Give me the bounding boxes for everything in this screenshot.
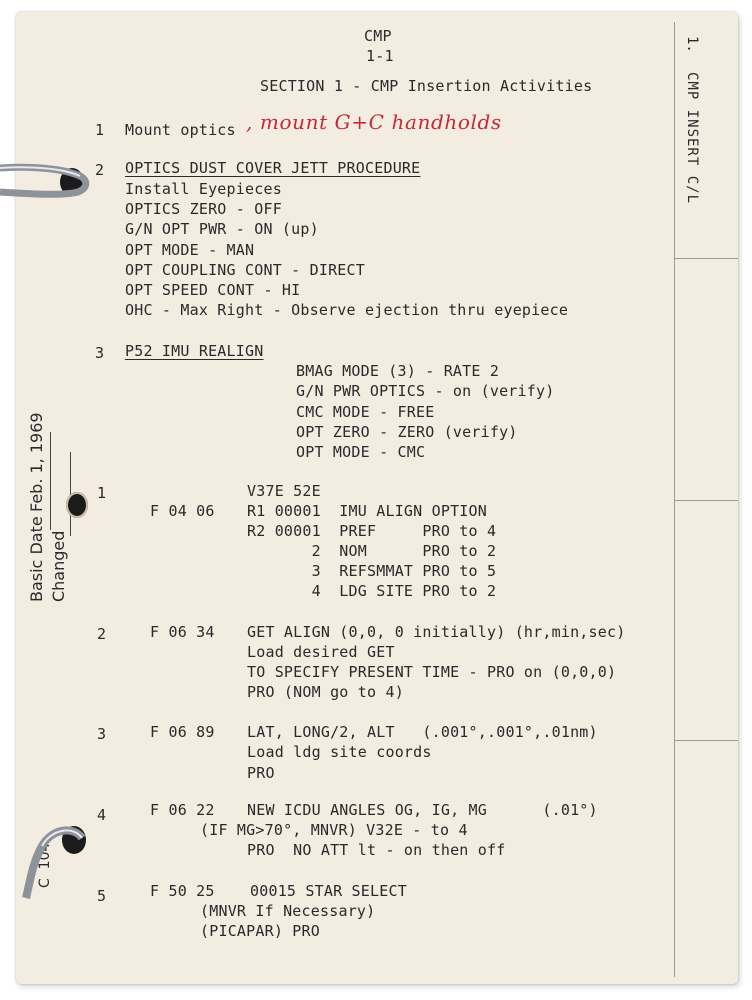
- step-line: 4 LDG SITE PRO to 2: [247, 582, 497, 600]
- display-flag: F 06 89: [150, 723, 215, 741]
- binder-ring-bottom: [0, 820, 100, 900]
- form-code: C 104: [37, 842, 53, 888]
- basic-date-value: Feb. 1, 1969: [27, 412, 46, 512]
- display-flag: F 50 25: [150, 882, 215, 900]
- step-number: 1: [97, 484, 107, 502]
- item-number: 1: [95, 121, 105, 139]
- step-line: (MNVR If Necessary): [200, 902, 376, 920]
- tab-label[interactable]: CMP INSERT C/L: [684, 72, 700, 205]
- procedure-line: OHC - Max Right - Observe ejection thru eyepiece: [125, 301, 569, 319]
- step-line: 00015 STAR SELECT: [250, 882, 407, 900]
- step-line: PRO: [247, 764, 275, 782]
- display-flag: F 06 34: [150, 623, 215, 641]
- step-line: Load ldg site coords: [247, 743, 432, 761]
- step-line: NEW ICDU ANGLES OG, IG, MG (.01°): [247, 801, 598, 819]
- step-line: Load desired GET: [247, 643, 395, 661]
- procedure-line: OPT COUPLING CONT - DIRECT: [125, 261, 365, 279]
- procedure-line: CMC MODE - FREE: [296, 403, 435, 421]
- step-line: 3 REFSMMAT PRO to 5: [247, 562, 497, 580]
- changed-label: Changed: [49, 530, 68, 602]
- procedure-line: OPT SPEED CONT - HI: [125, 281, 301, 299]
- procedure-line: G/N PWR OPTICS - on (verify): [296, 382, 555, 400]
- tab-number: 1.: [684, 36, 700, 53]
- step-line: R2 00001 PREF PRO to 4: [247, 522, 497, 540]
- binder-hole: [66, 492, 88, 518]
- procedure-line: OPT ZERO - ZERO (verify): [296, 423, 518, 441]
- step-line: R1 00001 IMU ALIGN OPTION: [247, 502, 487, 520]
- step-number: 3: [97, 725, 107, 743]
- step-line: LAT, LONG/2, ALT (.001°,.001°,.01nm): [247, 723, 598, 741]
- header-page-number: 1-1: [366, 47, 394, 65]
- item-text: Mount optics: [125, 121, 236, 139]
- procedure-line: BMAG MODE (3) - RATE 2: [296, 362, 500, 380]
- display-flag: F 04 06: [150, 502, 215, 520]
- step-line: (PICAPAR) PRO: [200, 922, 320, 940]
- step-number: 2: [97, 625, 107, 643]
- step-number: 5: [97, 887, 107, 905]
- display-flag: F 06 22: [150, 801, 215, 819]
- basic-date-underline: [50, 432, 51, 530]
- item-number: 2: [95, 161, 105, 179]
- tab-divider-tick: [674, 740, 738, 741]
- step-line: TO SPECIFY PRESENT TIME - PRO on (0,0,0): [247, 663, 617, 681]
- procedure-title: P52 IMU REALIGN: [125, 342, 264, 360]
- tab-divider-tick: [674, 258, 738, 259]
- step-number: 4: [97, 806, 107, 824]
- step-line: PRO NO ATT lt - on then off: [247, 841, 506, 859]
- step-line: 2 NOM PRO to 2: [247, 542, 497, 560]
- item-number: 3: [95, 344, 105, 362]
- step-line: PRO (NOM go to 4): [247, 683, 404, 701]
- procedure-line: OPTICS ZERO - OFF: [125, 200, 282, 218]
- header-code: CMP: [364, 27, 392, 45]
- tab-divider-tick: [674, 500, 738, 501]
- procedure-title: OPTICS DUST COVER JETT PROCEDURE: [125, 159, 421, 177]
- step-line: GET ALIGN (0,0, 0 initially) (hr,min,sec): [247, 623, 626, 641]
- section-title: SECTION 1 - CMP Insertion Activities: [260, 77, 593, 95]
- procedure-line: OPT MODE - CMC: [296, 443, 426, 461]
- handwritten-annotation: , mount G+C handholds: [246, 110, 502, 134]
- step-line: V37E 52E: [247, 482, 321, 500]
- procedure-line: Install Eyepieces: [125, 180, 282, 198]
- procedure-line: G/N OPT PWR - ON (up): [125, 220, 319, 238]
- basic-date-label: Basic Date: [27, 516, 46, 602]
- step-line: (IF MG>70°, MNVR) V32E - to 4: [200, 821, 468, 839]
- procedure-line: OPT MODE - MAN: [125, 241, 255, 259]
- binder-ring-top: [0, 160, 100, 206]
